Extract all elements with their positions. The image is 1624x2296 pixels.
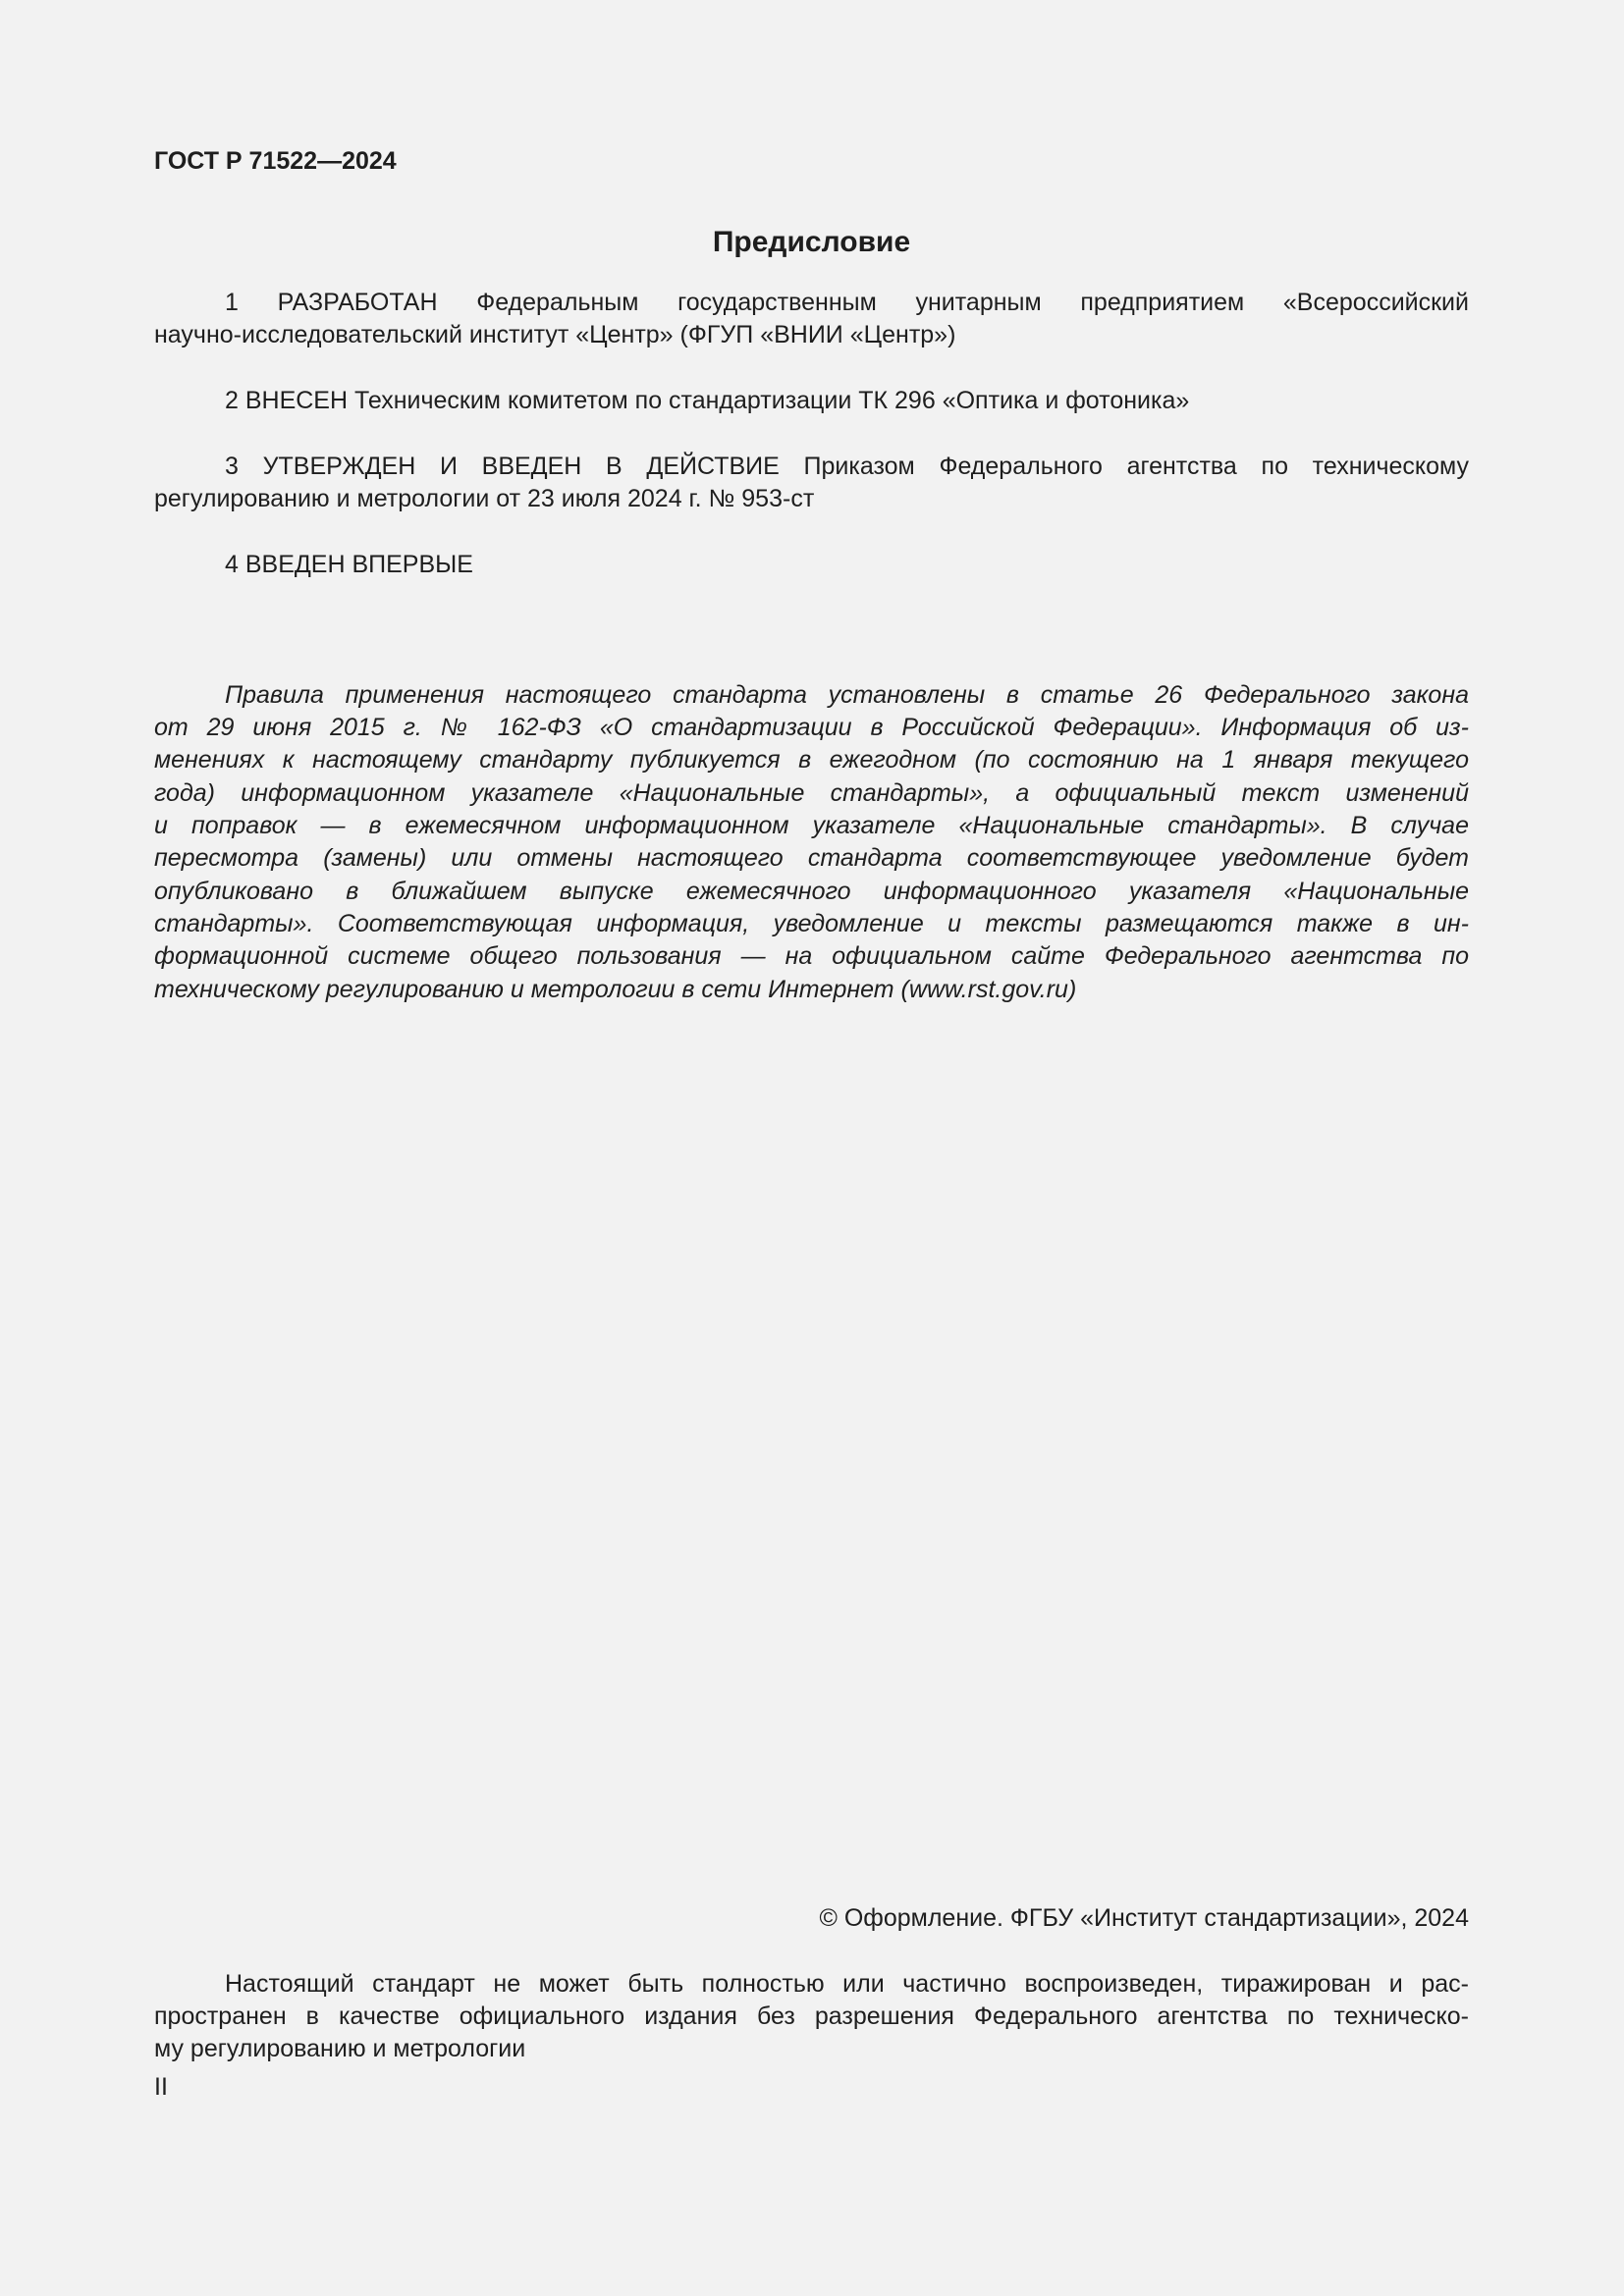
rules-note-line: формационной системе общего пользования — на официальном сайте Федерального агентства по bbox=[154, 942, 1469, 970]
rules-note-line: Правила применения настоящего стандарта установлены в статье 26 Федерального закона bbox=[225, 681, 1469, 709]
reproduction-notice-line: пространен в качестве официального издания без разрешения Федерального агентства по техническо- bbox=[154, 2002, 1469, 2030]
rules-note-line: стандарты». Соответствующая информация, уведомление и тексты размещаются также в ин- bbox=[154, 910, 1469, 937]
page-number: II bbox=[154, 2073, 168, 2101]
rules-note-line: опубликовано в ближайшем выпуске ежемесячного информационного указателя «Национальные bbox=[154, 878, 1469, 905]
rules-note-line: года) информационном указателе «Национальные стандарты», а официальный текст изменений bbox=[154, 779, 1469, 807]
rules-note-line: от 29 июня 2015 г. № 162-ФЗ «О стандартизации в Российской Федерации». Информация об из- bbox=[154, 714, 1469, 741]
item-3-line-2: регулированию и метрологии от 23 июля 2024 г. № 953-ст bbox=[154, 485, 815, 512]
document-code: ГОСТ Р 71522—2024 bbox=[154, 147, 397, 175]
rules-note-line: менениях к настоящему стандарту публикуется в ежегодном (по состоянию на 1 января текущего bbox=[154, 746, 1469, 774]
reproduction-notice-line: му регулированию и метрологии bbox=[154, 2035, 526, 2062]
item-3-line-1: 3 УТВЕРЖДЕН И ВВЕДЕН В ДЕЙСТВИЕ Приказом Федерального агентства по техническому bbox=[225, 453, 1469, 480]
rules-note-line: пересмотра (замены) или отмены настоящего стандарта соответствующее уведомление будет bbox=[154, 844, 1469, 872]
copyright-notice: © Оформление. ФГБУ «Институт стандартизации», 2024 bbox=[819, 1904, 1469, 1932]
item-1-line-1: 1 РАЗРАБОТАН Федеральным государственным унитарным предприятием «Всероссийский bbox=[225, 289, 1469, 316]
reproduction-notice-line: Настоящий стандарт не может быть полностью или частично воспроизведен, тиражирован и рас- bbox=[225, 1970, 1469, 1998]
rules-note-line: техническому регулированию и метрологии в сети Интернет (www.rst.gov.ru) bbox=[154, 976, 1077, 1003]
rules-note-line: и поправок — в ежемесячном информационном указателе «Национальные стандарты». В случае bbox=[154, 812, 1469, 839]
item-1-line-2: научно-исследовательский институт «Центр» (ФГУП «ВНИИ «Центр») bbox=[154, 321, 956, 348]
page-title: Предисловие bbox=[712, 226, 911, 258]
item-2-line-1: 2 ВНЕСЕН Техническим комитетом по стандартизации ТК 296 «Оптика и фотоника» bbox=[225, 387, 1190, 414]
item-4-line-1: 4 ВВЕДЕН ВПЕРВЫЕ bbox=[225, 551, 473, 578]
